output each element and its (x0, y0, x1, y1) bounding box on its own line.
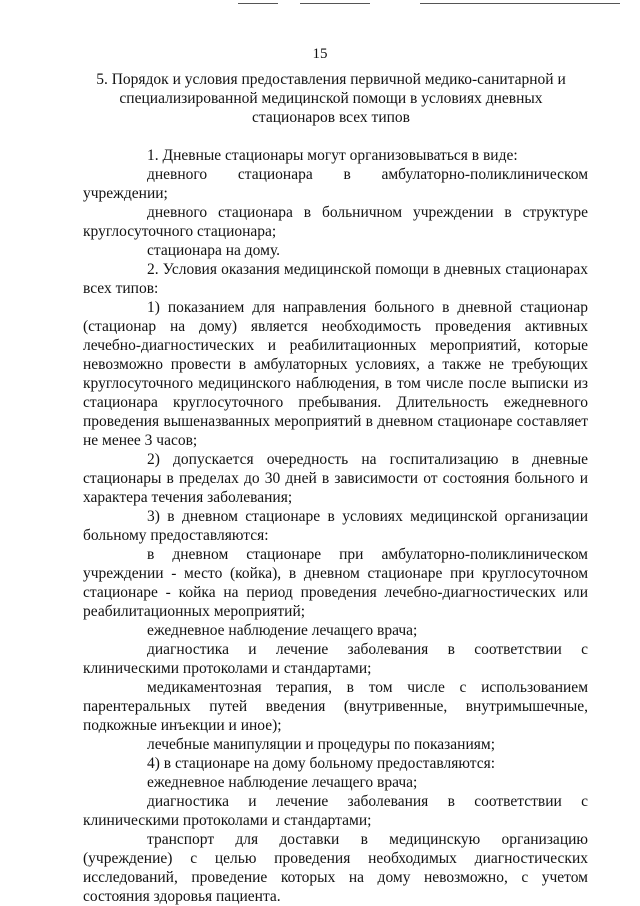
paragraph: ежедневное наблюдение лечащего врача; (147, 774, 418, 791)
paragraph: лечебные манипуляции и процедуры по показаниям; (147, 736, 496, 753)
scan-artifact-line (300, 3, 370, 4)
paragraph: 3) в дневном стационаре в условиях медицинской организации больному предоставляются: (83, 508, 588, 544)
paragraph: диагностика и лечение заболевания в соответствии с клиническими протоколами и стандартами; (83, 793, 588, 829)
paragraph: дневного стационара в больничном учреждении в структуре круглосуточного стационара; (83, 204, 588, 240)
scan-artifact-line (420, 3, 620, 4)
paragraph: дневного стационара в амбулаторно-поликлиническом учреждении; (83, 166, 588, 202)
paragraph: диагностика и лечение заболевания в соответствии с клиническими протоколами и стандартами; (83, 641, 588, 677)
page-number: 15 (312, 46, 328, 62)
scan-artifact-line (238, 3, 278, 4)
paragraph: стационара на дому. (147, 242, 281, 259)
paragraph: 4) в стационаре на дому больному предоставляются: (147, 755, 496, 772)
paragraph: 1. Дневные стационары могут организовываться в виде: (147, 147, 518, 164)
paragraph: транспорт для доставки в медицинскую организацию (учреждение) с целью проведения необходимых диагностических исследований, проведение которых на дому невозможно, с учетом состояния здоровья пациента. (83, 831, 588, 905)
paragraph: ежедневное наблюдение лечащего врача; (147, 622, 418, 639)
paragraph: 2) допускается очередность на госпитализацию в дневные стационары в пределах до 30 дней в зависимости от состояния больного и характера течения заболевания; (83, 451, 588, 506)
paragraph: 1) показанием для направления больного в дневной стационар (стационар на дому) является необходимость проведения активных лечебно-диагностических и реабилитационных мероприятий, которые невозможно провести в амбулаторных условиях, а также не требующих круглосуточного медицинского наблюдения, в том числе после выписки из стационара круглосуточного пребывания. Длительность ежедневного проведения вышеназванных мероприятий в дневном стационаре составляет не менее 3 часов; (83, 299, 588, 449)
paragraph: в дневном стационаре при амбулаторно-поликлиническом учреждении - место (койка), в дневном стационаре при круглосуточном стационаре - койка на период проведения лечебно-диагностических или реабилитационных мероприятий; (83, 546, 588, 620)
body-text (83, 146, 588, 906)
paragraph: медикаментозная терапия, в том числе с использованием парентеральных путей введения (внутривенные, внутримышечные, подкожные инъекции и иное); (83, 679, 588, 734)
section-heading: 5. Порядок и условия предоставления первичной медико-санитарной и специализированной медицинской помощи в условиях дневных стационаров всех типов (96, 71, 566, 126)
paragraph: 2. Условия оказания медицинской помощи в дневных стационарах всех типов: (83, 261, 588, 297)
